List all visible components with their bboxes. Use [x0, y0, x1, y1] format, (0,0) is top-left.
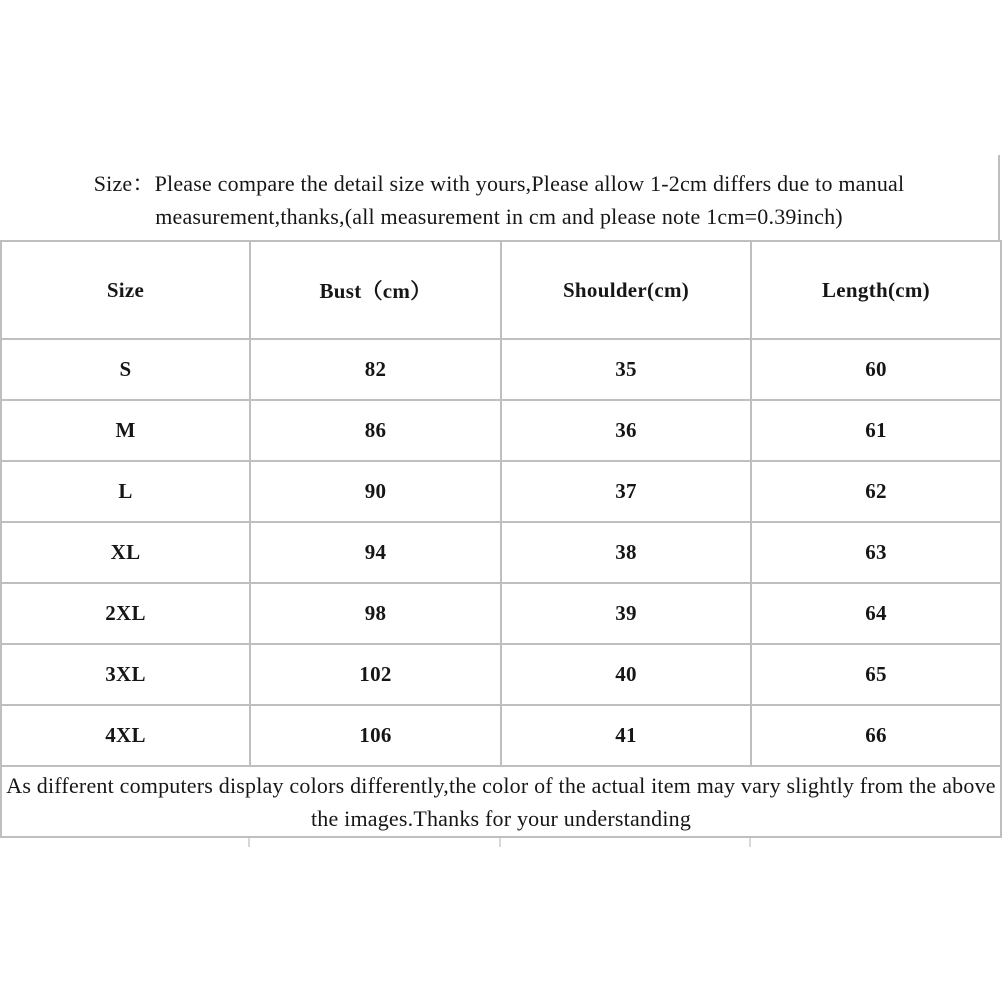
- size-cell: M: [1, 400, 250, 461]
- size-cell: 4XL: [1, 705, 250, 766]
- table-note-row: [1, 766, 1001, 837]
- column-header-bust: Bust（cm）: [250, 241, 501, 339]
- bust-cell: 106: [250, 705, 501, 766]
- table-row: [1, 339, 1001, 400]
- size-table: [0, 240, 1002, 838]
- table-row: [1, 583, 1001, 644]
- table-row: [1, 644, 1001, 705]
- intro-note-line: Size：Please compare the detail size with yours,Please allow 1-2cm differs due to manual: [93, 171, 905, 196]
- bust-cell: 86: [250, 400, 501, 461]
- shoulder-cell: 36: [501, 400, 751, 461]
- intro-note: [0, 155, 1000, 240]
- size-cell: L: [1, 461, 250, 522]
- size-cell: XL: [1, 522, 250, 583]
- length-cell: 62: [751, 461, 1001, 522]
- bust-cell: 90: [250, 461, 501, 522]
- shoulder-cell: 35: [501, 339, 751, 400]
- length-cell: 63: [751, 522, 1001, 583]
- length-cell: 61: [751, 400, 1001, 461]
- bust-cell: 98: [250, 583, 501, 644]
- table-row: [1, 400, 1001, 461]
- shoulder-cell: 41: [501, 705, 751, 766]
- size-cell: S: [1, 339, 250, 400]
- table-row: [1, 522, 1001, 583]
- shoulder-cell: 39: [501, 583, 751, 644]
- bust-cell: 94: [250, 522, 501, 583]
- bust-cell: 82: [250, 339, 501, 400]
- length-cell: 65: [751, 644, 1001, 705]
- color-disclaimer-line: the images.Thanks for your understanding: [310, 805, 692, 831]
- gridline-stub: [499, 838, 501, 847]
- bust-cell: 102: [250, 644, 501, 705]
- intro-note-line: measurement,thanks,(all measurement in cm and please note 1cm=0.39inch): [155, 204, 843, 229]
- shoulder-cell: 38: [501, 522, 751, 583]
- gridline-stub: [749, 838, 751, 847]
- table-row: [1, 461, 1001, 522]
- table-header-row: [1, 241, 1001, 339]
- length-cell: 64: [751, 583, 1001, 644]
- shoulder-cell: 37: [501, 461, 751, 522]
- length-cell: 66: [751, 705, 1001, 766]
- table-row: [1, 705, 1001, 766]
- shoulder-cell: 40: [501, 644, 751, 705]
- size-cell: 2XL: [1, 583, 250, 644]
- column-header-shoulder: Shoulder(cm): [501, 241, 751, 339]
- size-cell: 3XL: [1, 644, 250, 705]
- column-header-length: Length(cm): [751, 241, 1001, 339]
- gridline-stub: [248, 838, 250, 847]
- column-header-size: Size: [1, 241, 250, 339]
- color-disclaimer: [1, 766, 1001, 837]
- length-cell: 60: [751, 339, 1001, 400]
- color-disclaimer-line: As different computers display colors differently,the color of the actual item may vary slightly from the above: [6, 772, 996, 798]
